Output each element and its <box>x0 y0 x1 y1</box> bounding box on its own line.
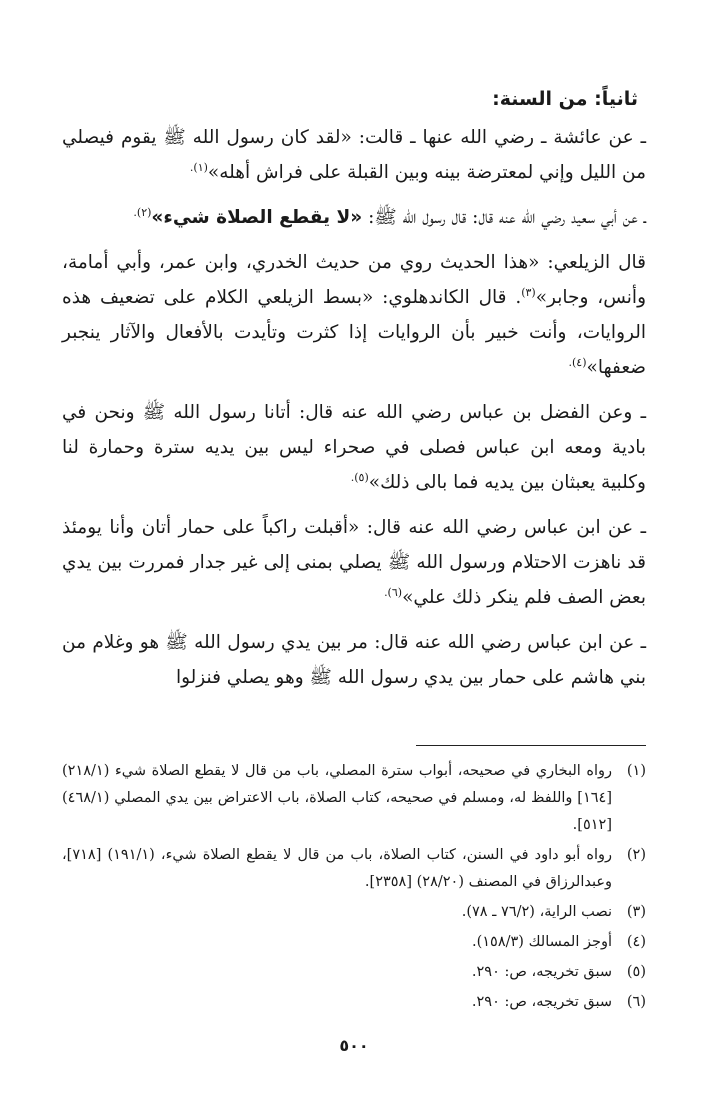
footnote-text: نصب الراية، (٧٦/٢ ـ ٧٨). <box>461 904 612 920</box>
footnote-text: سبق تخريجه، ص: ٢٩٠. <box>471 994 612 1010</box>
footnote-ref[interactable]: (١). <box>189 160 208 174</box>
footnotes <box>62 758 646 1019</box>
footnote-text: سبق تخريجه، ص: ٢٩٠. <box>471 964 612 980</box>
footnote-number: (١) <box>626 763 646 779</box>
footnote-ref[interactable]: (٤). <box>568 355 587 369</box>
footnote-item <box>62 929 646 956</box>
hadith-quote: «لا يقطع الصلاة شيء» <box>151 207 363 228</box>
footnote-text: رواه البخاري في صحيحه، أبواب سترة المصلي، باب من قال لا يقطع الصلاة شيء (٢١٨/١) [١٦٤] واللفظ له، ومسلم في صحيحه، كتاب الصلاة، باب الاعتراض بين يدي المصلي (٤٦٨/١) [٥١٢]. <box>62 763 612 833</box>
paragraph-aisha <box>62 120 646 190</box>
footnote-item <box>62 959 646 986</box>
footnote-item <box>62 842 646 896</box>
paragraph-text: ـ وعن الفضل بن عباس رضي الله عنه قال: أتانا رسول الله ﷺ ونحن في بادية ومعه ابن عباس فصلى في صحراء ليس بين يديه سترة وحمارة لنا وكلبية يعبثان بين يديه فما بالى ذلك» <box>62 402 646 493</box>
footnote-item <box>62 899 646 926</box>
page-number: ٥٠٠ <box>339 1036 369 1055</box>
paragraph-abu-saeed <box>62 200 646 235</box>
page-body <box>62 88 646 705</box>
footnote-ref[interactable]: (٦). <box>384 585 403 599</box>
paragraph-text: ـ عن أبي سعيد رضي الله عنه قال: قال رسول الله ﷺ: <box>362 207 646 228</box>
footnote-item <box>62 989 646 1016</box>
footnote-number: (٤) <box>626 934 646 950</box>
paragraph-text: ـ عن عائشة ـ رضي الله عنها ـ قالت: «لقد كان رسول الله ﷺ يقوم فيصلي من الليل وإني لمعترضة بينه وبين القبلة على فراش أهله» <box>62 127 646 183</box>
paragraph-ibn-abbas-1 <box>62 510 646 615</box>
paragraph-fadl <box>62 395 646 500</box>
footnote-ref[interactable]: (٥). <box>350 470 369 484</box>
footnote-item <box>62 758 646 839</box>
footnote-text: رواه أبو داود في السنن، كتاب الصلاة، باب من قال لا يقطع الصلاة شيء، (١٩١/١) [٧١٨]، وعبدالرزاق في المصنف (٢٨/٢٠) [٢٣٥٨]. <box>62 847 612 890</box>
footnote-number: (٦) <box>626 994 646 1010</box>
footnote-number: (٣) <box>626 904 646 920</box>
paragraph-text: قال الزيلعي: «هذا الحديث روي من حديث الخدري، وابن عمر، وأبي أمامة، وأنس، وجابر» <box>62 252 646 308</box>
paragraph-text: ـ عن ابن عباس رضي الله عنه قال: «أقبلت راكباً على حمار أتان وأنا يومئذ قد ناهزت الاحتلام ورسول الله ﷺ يصلي بمنى إلى غير جدار فمررت بين يدي بعض الصف فلم ينكر ذلك علي» <box>62 517 646 608</box>
footnote-ref[interactable]: (٢). <box>133 205 152 219</box>
paragraph-zaylai <box>62 245 646 385</box>
footnote-ref[interactable]: (٣) <box>521 285 536 299</box>
paragraph-text: . قال الكاندهلوي: «بسط الزيلعي الكلام على تضعيف هذه الروايات، وأنت خبير بأن الروايات إذا كثرت وتأيدت بالأفعال والآثار ينجبر ضعفها» <box>62 287 646 378</box>
paragraph-text: ـ عن ابن عباس رضي الله عنه قال: مر بين يدي رسول الله ﷺ هو وغلام من بني هاشم على حمار بين يدي رسول الله ﷺ وهو يصلي فنزلوا <box>62 632 646 688</box>
paragraph-ibn-abbas-2 <box>62 625 646 695</box>
section-heading: ثانياً: من السنة: <box>492 88 638 110</box>
footnote-text: أوجز المسالك (١٥٨/٣). <box>471 934 612 950</box>
footnote-number: (٥) <box>626 964 646 980</box>
footnote-number: (٢) <box>626 847 646 863</box>
footnote-divider <box>416 745 646 746</box>
